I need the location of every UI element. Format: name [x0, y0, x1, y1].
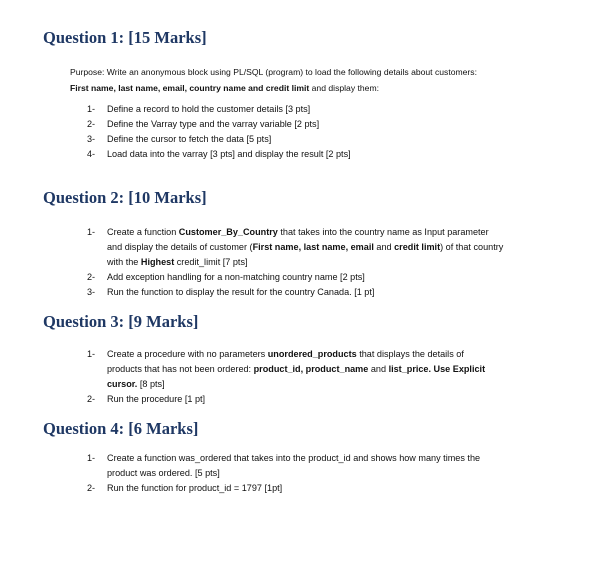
purpose-text: Purpose: Write an anonymous block using PL/SQL (program) to load the following details about customers: — [70, 67, 477, 77]
question-3-title: Question 3: [9 Marks] — [43, 312, 199, 331]
purpose-fields: First name, last name, email, country name and credit limit — [70, 83, 310, 93]
list-item: 3- Define the cursor to fetch the data [5 pts] — [87, 134, 272, 144]
question-4-list — [87, 451, 480, 496]
question-1-purpose — [70, 64, 590, 96]
list-item: 3- Run the function to display the result for the country Canada. [1 pt] — [87, 287, 375, 297]
list-item: 2- Run the function for product_id = 1797 [1pt] — [87, 483, 283, 493]
list-item: 2- Add exception handling for a non-matching country name [2 pts] — [87, 272, 365, 282]
list-item: 1- Create a function Customer_By_Country that takes into the country name as Input parameter and display the details of customer (First name, last name, email and credit limit) of that country with the Highest credit_limit [7 pts] — [87, 227, 504, 267]
list-item: 4- Load data into the varray [3 pts] and display the result [2 pts] — [87, 149, 351, 159]
list-item: 1- Create a procedure with no parameters unordered_products that displays the details of products that has not been ordered: product_id, product_name and list_price. Use Explicit cursor. [8 pts] — [87, 349, 486, 389]
list-item: 2- Define the Varray type and the varray variable [2 pts] — [87, 119, 320, 129]
question-1-list — [87, 102, 351, 162]
list-item: 1- Define a record to hold the customer details [3 pts] — [87, 104, 311, 114]
question-4-title: Question 4: [6 Marks] — [43, 419, 199, 438]
question-2-title: Question 2: [10 Marks] — [43, 188, 207, 207]
question-1-title: Question 1: [15 Marks] — [43, 28, 207, 47]
list-item: 2- Run the procedure [1 pt] — [87, 394, 206, 404]
purpose-suffix: and display them: — [309, 83, 380, 93]
list-item: 1- Create a function was_ordered that takes into the product_id and shows how many times the product was ordered. [5 pts] — [87, 453, 481, 478]
question-3-list — [87, 347, 485, 407]
question-2-list — [87, 225, 503, 300]
